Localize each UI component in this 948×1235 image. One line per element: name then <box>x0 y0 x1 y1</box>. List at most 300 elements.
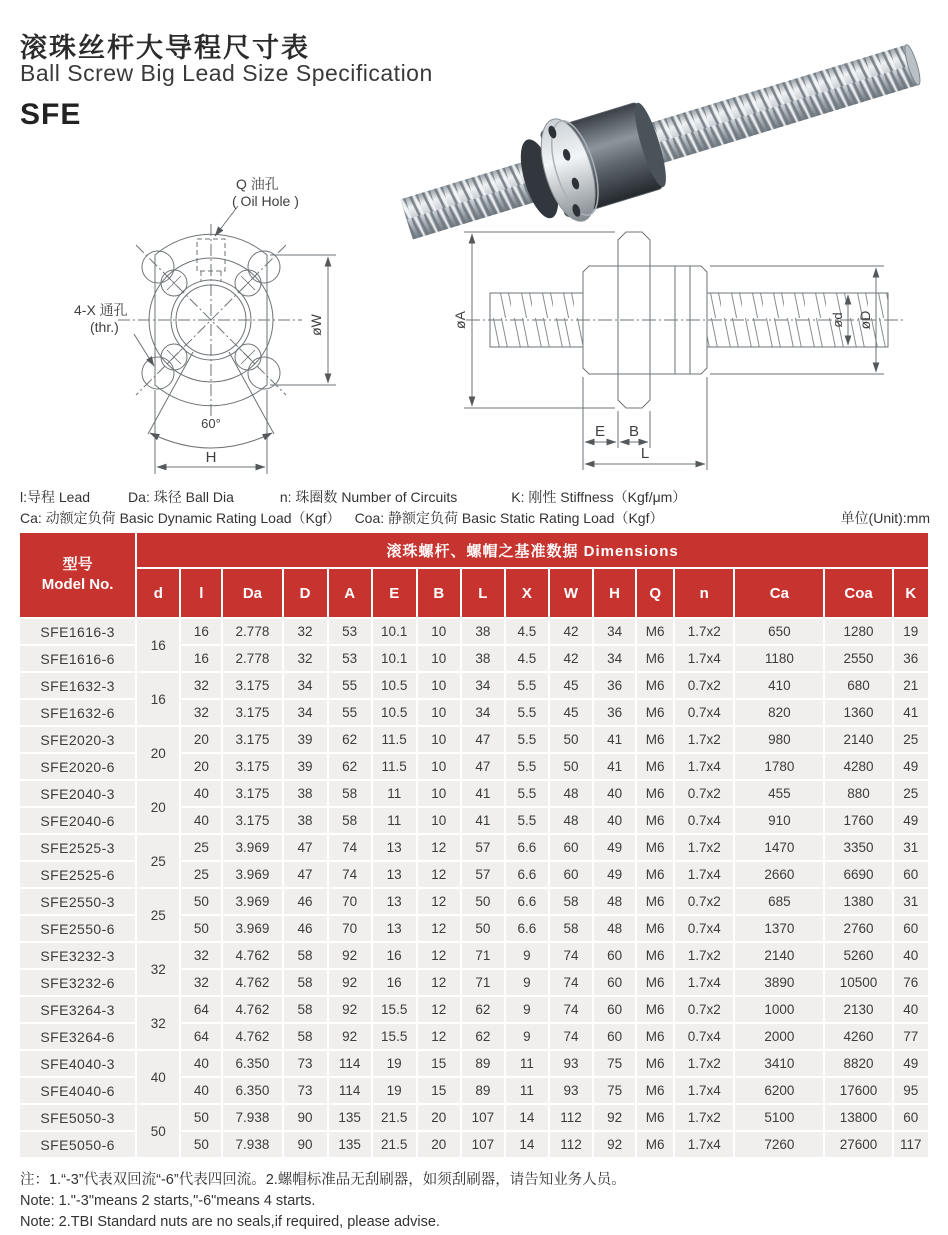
value-cell: 4.762 <box>223 943 281 968</box>
value-cell: 7.938 <box>223 1132 281 1157</box>
legend-circuits: n: 珠圈数 Number of Circuits <box>279 489 458 505</box>
value-cell: 25 <box>181 862 221 887</box>
value-cell: 10 <box>418 727 460 752</box>
value-cell: 48 <box>550 808 592 833</box>
value-cell: 680 <box>825 673 891 698</box>
value-cell: 25 <box>181 835 221 860</box>
value-cell: 2140 <box>825 727 891 752</box>
value-cell: 15.5 <box>373 1024 416 1049</box>
value-cell: 0.7x4 <box>675 700 733 725</box>
value-cell: 42 <box>550 619 592 644</box>
dim-a-label: øA <box>452 311 468 329</box>
model-cell: SFE2550-3 <box>20 889 135 914</box>
value-cell: 58 <box>284 970 327 995</box>
value-cell: 50 <box>462 889 504 914</box>
value-cell: M6 <box>637 727 673 752</box>
value-cell: 32 <box>284 619 327 644</box>
column-header-E: E <box>373 569 416 617</box>
model-cell: SFE3264-3 <box>20 997 135 1022</box>
value-cell: 58 <box>550 916 592 941</box>
model-cell: SFE2525-6 <box>20 862 135 887</box>
value-cell: 15 <box>418 1051 460 1076</box>
value-cell: 10 <box>418 619 460 644</box>
value-cell: 4.762 <box>223 970 281 995</box>
value-cell: 39 <box>284 754 327 779</box>
model-no-header-zh: 型号 <box>62 556 93 573</box>
value-cell: 60 <box>594 1024 635 1049</box>
value-cell: 62 <box>329 754 371 779</box>
table-row <box>20 619 928 644</box>
value-cell: 49 <box>594 835 635 860</box>
value-cell: 48 <box>594 916 635 941</box>
model-cell: SFE1616-6 <box>20 646 135 671</box>
value-cell: 980 <box>735 727 823 752</box>
value-cell: 3.175 <box>223 727 281 752</box>
model-cell: SFE1632-6 <box>20 700 135 725</box>
value-cell: 5.5 <box>506 700 548 725</box>
value-cell: 40 <box>594 808 635 833</box>
dim-e-label: E <box>594 423 606 440</box>
value-cell: 10 <box>418 754 460 779</box>
value-cell: M6 <box>637 1051 673 1076</box>
d-cell: 32 <box>137 997 179 1049</box>
value-cell: 58 <box>329 808 371 833</box>
value-cell: M6 <box>637 997 673 1022</box>
column-header-W: W <box>550 569 592 617</box>
value-cell: 70 <box>329 916 371 941</box>
value-cell: 1280 <box>825 619 891 644</box>
value-cell: 74 <box>329 835 371 860</box>
model-cell: SFE3264-6 <box>20 1024 135 1049</box>
side-view-lines <box>464 232 906 470</box>
page-title-en: Ball Screw Big Lead Size Specification <box>20 60 433 86</box>
dim-b-label: B <box>628 423 640 440</box>
value-cell: 5260 <box>825 943 891 968</box>
value-cell: 3.969 <box>223 916 281 941</box>
value-cell: 14 <box>506 1132 548 1157</box>
value-cell: 10.1 <box>373 646 416 671</box>
value-cell: 0.7x2 <box>675 889 733 914</box>
d-cell: 50 <box>137 1105 179 1157</box>
value-cell: 114 <box>329 1051 371 1076</box>
value-cell: 73 <box>284 1051 327 1076</box>
value-cell: 11.5 <box>373 754 416 779</box>
table-row <box>20 1105 928 1130</box>
value-cell: 1360 <box>825 700 891 725</box>
value-cell: 11 <box>373 808 416 833</box>
value-cell: 10 <box>418 808 460 833</box>
value-cell: 60 <box>894 1105 928 1130</box>
value-cell: 5.5 <box>506 808 548 833</box>
value-cell: 1.7x4 <box>675 646 733 671</box>
value-cell: 21.5 <box>373 1132 416 1157</box>
front-view-lines <box>118 206 336 474</box>
value-cell: 3410 <box>735 1051 823 1076</box>
value-cell: 5.5 <box>506 754 548 779</box>
value-cell: 38 <box>284 781 327 806</box>
value-cell: 6.6 <box>506 835 548 860</box>
value-cell: 60 <box>550 835 592 860</box>
value-cell: 77 <box>894 1024 928 1049</box>
side-view-drawing <box>448 198 930 490</box>
value-cell: 53 <box>329 646 371 671</box>
value-cell: 92 <box>329 997 371 1022</box>
value-cell: 50 <box>181 1132 221 1157</box>
value-cell: 74 <box>329 862 371 887</box>
value-cell: 74 <box>550 997 592 1022</box>
value-cell: 40 <box>894 997 928 1022</box>
value-cell: 1.7x4 <box>675 970 733 995</box>
value-cell: 60 <box>894 862 928 887</box>
value-cell: 13 <box>373 835 416 860</box>
value-cell: 32 <box>181 700 221 725</box>
value-cell: 1370 <box>735 916 823 941</box>
value-cell: 36 <box>594 673 635 698</box>
value-cell: M6 <box>637 1105 673 1130</box>
value-cell: M6 <box>637 646 673 671</box>
value-cell: 73 <box>284 1078 327 1103</box>
value-cell: 53 <box>329 619 371 644</box>
value-cell: 3350 <box>825 835 891 860</box>
value-cell: 10 <box>418 646 460 671</box>
value-cell: 685 <box>735 889 823 914</box>
table-row <box>20 889 928 914</box>
value-cell: 1.7x2 <box>675 835 733 860</box>
value-cell: 36 <box>594 700 635 725</box>
value-cell: 49 <box>894 808 928 833</box>
value-cell: 38 <box>462 646 504 671</box>
column-header-n: n <box>675 569 733 617</box>
value-cell: 31 <box>894 889 928 914</box>
value-cell: 1180 <box>735 646 823 671</box>
value-cell: 40 <box>181 1078 221 1103</box>
column-header-L: L <box>462 569 504 617</box>
value-cell: 16 <box>181 619 221 644</box>
value-cell: 34 <box>594 619 635 644</box>
value-cell: 3.175 <box>223 808 281 833</box>
model-cell: SFE1616-3 <box>20 619 135 644</box>
value-cell: M6 <box>637 808 673 833</box>
d-cell: 16 <box>137 619 179 671</box>
value-cell: 135 <box>329 1105 371 1130</box>
value-cell: 1380 <box>825 889 891 914</box>
value-cell: 20 <box>181 754 221 779</box>
value-cell: 34 <box>284 673 327 698</box>
value-cell: 10.5 <box>373 673 416 698</box>
value-cell: 58 <box>550 889 592 914</box>
value-cell: 32 <box>284 646 327 671</box>
value-cell: 0.7x2 <box>675 673 733 698</box>
value-cell: 47 <box>462 754 504 779</box>
unit-label: 单位(Unit):mm <box>840 510 930 526</box>
value-cell: 0.7x4 <box>675 808 733 833</box>
column-header-A: A <box>329 569 371 617</box>
value-cell: 46 <box>284 889 327 914</box>
legend-static-load: Coa: 静额定负荷 Basic Static Rating Load（Kgf） <box>354 510 664 526</box>
page-title-zh: 滚珠丝杆大导程尺寸表 <box>20 33 310 63</box>
column-header-Ca: Ca <box>735 569 823 617</box>
value-cell: 50 <box>181 889 221 914</box>
value-cell: 75 <box>594 1051 635 1076</box>
value-cell: 10.5 <box>373 700 416 725</box>
column-header-H: H <box>594 569 635 617</box>
table-row <box>20 781 928 806</box>
value-cell: 32 <box>181 673 221 698</box>
value-cell: 74 <box>550 1024 592 1049</box>
model-cell: SFE2040-6 <box>20 808 135 833</box>
value-cell: 50 <box>550 727 592 752</box>
value-cell: 11.5 <box>373 727 416 752</box>
value-cell: 58 <box>284 997 327 1022</box>
table-row <box>20 1051 928 1076</box>
value-cell: M6 <box>637 889 673 914</box>
value-cell: 20 <box>181 727 221 752</box>
value-cell: 62 <box>462 1024 504 1049</box>
value-cell: 1.7x2 <box>675 619 733 644</box>
value-cell: M6 <box>637 673 673 698</box>
value-cell: 62 <box>462 997 504 1022</box>
value-cell: 10 <box>418 781 460 806</box>
value-cell: 92 <box>329 943 371 968</box>
value-cell: 9 <box>506 943 548 968</box>
value-cell: 27600 <box>825 1132 891 1157</box>
value-cell: 64 <box>181 1024 221 1049</box>
value-cell: 41 <box>462 808 504 833</box>
value-cell: 45 <box>550 700 592 725</box>
value-cell: 90 <box>284 1105 327 1130</box>
value-cell: 1.7x2 <box>675 943 733 968</box>
value-cell: 95 <box>894 1078 928 1103</box>
value-cell: 41 <box>894 700 928 725</box>
value-cell: 76 <box>894 970 928 995</box>
value-cell: 93 <box>550 1051 592 1076</box>
value-cell: 0.7x2 <box>675 781 733 806</box>
model-cell: SFE5050-6 <box>20 1132 135 1157</box>
value-cell: 41 <box>594 754 635 779</box>
value-cell: 40 <box>181 781 221 806</box>
value-cell: 1.7x4 <box>675 1132 733 1157</box>
value-cell: 60 <box>594 943 635 968</box>
value-cell: 1.7x2 <box>675 1105 733 1130</box>
table-header-row-2 <box>20 569 928 617</box>
value-cell: 2550 <box>825 646 891 671</box>
value-cell: 40 <box>594 781 635 806</box>
value-cell: 13 <box>373 916 416 941</box>
value-cell: 39 <box>284 727 327 752</box>
value-cell: 17600 <box>825 1078 891 1103</box>
value-cell: 74 <box>550 943 592 968</box>
value-cell: 11 <box>373 781 416 806</box>
value-cell: 89 <box>462 1051 504 1076</box>
value-cell: 114 <box>329 1078 371 1103</box>
value-cell: 90 <box>284 1132 327 1157</box>
value-cell: 2660 <box>735 862 823 887</box>
value-cell: 1.7x4 <box>675 1078 733 1103</box>
value-cell: 5100 <box>735 1105 823 1130</box>
value-cell: 20 <box>418 1132 460 1157</box>
value-cell: 40 <box>181 808 221 833</box>
column-header-X: X <box>506 569 548 617</box>
spec-table-body <box>20 619 928 1157</box>
value-cell: 0.7x4 <box>675 1024 733 1049</box>
value-cell: 9 <box>506 997 548 1022</box>
column-header-Coa: Coa <box>825 569 891 617</box>
value-cell: 10 <box>418 673 460 698</box>
model-cell: SFE2550-6 <box>20 916 135 941</box>
value-cell: 10.1 <box>373 619 416 644</box>
value-cell: 15 <box>418 1078 460 1103</box>
value-cell: 49 <box>594 862 635 887</box>
value-cell: 57 <box>462 862 504 887</box>
value-cell: 47 <box>284 835 327 860</box>
value-cell: 74 <box>550 970 592 995</box>
value-cell: 92 <box>329 970 371 995</box>
value-cell: 455 <box>735 781 823 806</box>
thru-hole-label-zh: 4-X 通孔 <box>74 302 128 318</box>
value-cell: 21 <box>894 673 928 698</box>
value-cell: 5.5 <box>506 727 548 752</box>
model-cell: SFE3232-6 <box>20 970 135 995</box>
value-cell: 92 <box>329 1024 371 1049</box>
d-cell: 25 <box>137 835 179 887</box>
value-cell: 9 <box>506 1024 548 1049</box>
value-cell: 50 <box>181 916 221 941</box>
value-cell: 1.7x4 <box>675 862 733 887</box>
thru-hole-label-en: (thr.) <box>90 319 119 335</box>
value-cell: 6.6 <box>506 889 548 914</box>
value-cell: 12 <box>418 970 460 995</box>
spec-table <box>18 531 930 1159</box>
value-cell: 0.7x4 <box>675 916 733 941</box>
value-cell: 71 <box>462 970 504 995</box>
value-cell: 16 <box>373 943 416 968</box>
value-cell: 47 <box>284 862 327 887</box>
value-cell: 6690 <box>825 862 891 887</box>
legend-stiffness: K: 刚性 Stiffness（Kgf/μm） <box>511 489 687 505</box>
value-cell: 910 <box>735 808 823 833</box>
value-cell: 9 <box>506 970 548 995</box>
value-cell: 4.5 <box>506 619 548 644</box>
value-cell: 64 <box>181 997 221 1022</box>
value-cell: 49 <box>894 1051 928 1076</box>
legend-line-1 <box>20 487 930 508</box>
value-cell: 6.350 <box>223 1078 281 1103</box>
note-en-1: Note: 1."-3"means 2 starts,"-6"means 4 starts. <box>20 1193 316 1209</box>
value-cell: 112 <box>550 1105 592 1130</box>
value-cell: 32 <box>181 943 221 968</box>
value-cell: 31 <box>894 835 928 860</box>
value-cell: 25 <box>894 727 928 752</box>
value-cell: M6 <box>637 1078 673 1103</box>
column-header-K: K <box>894 569 928 617</box>
value-cell: 15.5 <box>373 997 416 1022</box>
value-cell: M6 <box>637 619 673 644</box>
value-cell: 6.6 <box>506 916 548 941</box>
value-cell: 12 <box>418 1024 460 1049</box>
model-cell: SFE3232-3 <box>20 943 135 968</box>
value-cell: 12 <box>418 916 460 941</box>
value-cell: M6 <box>637 1132 673 1157</box>
model-cell: SFE4040-6 <box>20 1078 135 1103</box>
value-cell: 41 <box>594 727 635 752</box>
dim-d-label: ød <box>830 312 845 328</box>
oil-hole-label-zh: Q 油孔 <box>236 176 279 192</box>
value-cell: 1780 <box>735 754 823 779</box>
value-cell: 6.350 <box>223 1051 281 1076</box>
value-cell: 89 <box>462 1078 504 1103</box>
value-cell: 12 <box>418 943 460 968</box>
value-cell: 107 <box>462 1132 504 1157</box>
legend-lead: l:导程 Lead <box>20 489 91 505</box>
value-cell: 57 <box>462 835 504 860</box>
front-view-drawing <box>30 162 370 492</box>
value-cell: 41 <box>462 781 504 806</box>
value-cell: 55 <box>329 700 371 725</box>
value-cell: M6 <box>637 916 673 941</box>
value-cell: 3.969 <box>223 889 281 914</box>
value-cell: 3.969 <box>223 862 281 887</box>
value-cell: 5.5 <box>506 673 548 698</box>
table-row <box>20 727 928 752</box>
value-cell: 2.778 <box>223 619 281 644</box>
value-cell: M6 <box>637 700 673 725</box>
value-cell: 46 <box>284 916 327 941</box>
value-cell: 21.5 <box>373 1105 416 1130</box>
value-cell: 11 <box>506 1078 548 1103</box>
value-cell: 71 <box>462 943 504 968</box>
value-cell: 50 <box>181 1105 221 1130</box>
value-cell: 38 <box>462 619 504 644</box>
value-cell: 1.7x2 <box>675 727 733 752</box>
value-cell: 112 <box>550 1132 592 1157</box>
model-cell: SFE2020-6 <box>20 754 135 779</box>
value-cell: 19 <box>894 619 928 644</box>
value-cell: 58 <box>329 781 371 806</box>
table-row <box>20 943 928 968</box>
value-cell: 20 <box>418 1105 460 1130</box>
value-cell: 58 <box>284 943 327 968</box>
legend <box>20 487 930 529</box>
oil-hole-label-en: ( Oil Hole ) <box>232 193 299 209</box>
value-cell: 1.7x2 <box>675 1051 733 1076</box>
value-cell: 32 <box>181 970 221 995</box>
value-cell: 135 <box>329 1132 371 1157</box>
column-header-Q: Q <box>637 569 673 617</box>
d-cell: 32 <box>137 943 179 995</box>
value-cell: 4260 <box>825 1024 891 1049</box>
value-cell: 2000 <box>735 1024 823 1049</box>
value-cell: 3.175 <box>223 673 281 698</box>
value-cell: 1760 <box>825 808 891 833</box>
value-cell: 1000 <box>735 997 823 1022</box>
value-cell: 92 <box>594 1105 635 1130</box>
value-cell: 1.7x4 <box>675 754 733 779</box>
value-cell: 13 <box>373 889 416 914</box>
value-cell: 45 <box>550 673 592 698</box>
model-cell: SFE1632-3 <box>20 673 135 698</box>
column-header-Da: Da <box>223 569 281 617</box>
value-cell: M6 <box>637 835 673 860</box>
value-cell: 13800 <box>825 1105 891 1130</box>
value-cell: 1470 <box>735 835 823 860</box>
value-cell: 2130 <box>825 997 891 1022</box>
value-cell: M6 <box>637 943 673 968</box>
model-cell: SFE2040-3 <box>20 781 135 806</box>
value-cell: 60 <box>550 862 592 887</box>
value-cell: M6 <box>637 1024 673 1049</box>
model-cell: SFE5050-3 <box>20 1105 135 1130</box>
value-cell: 12 <box>418 862 460 887</box>
